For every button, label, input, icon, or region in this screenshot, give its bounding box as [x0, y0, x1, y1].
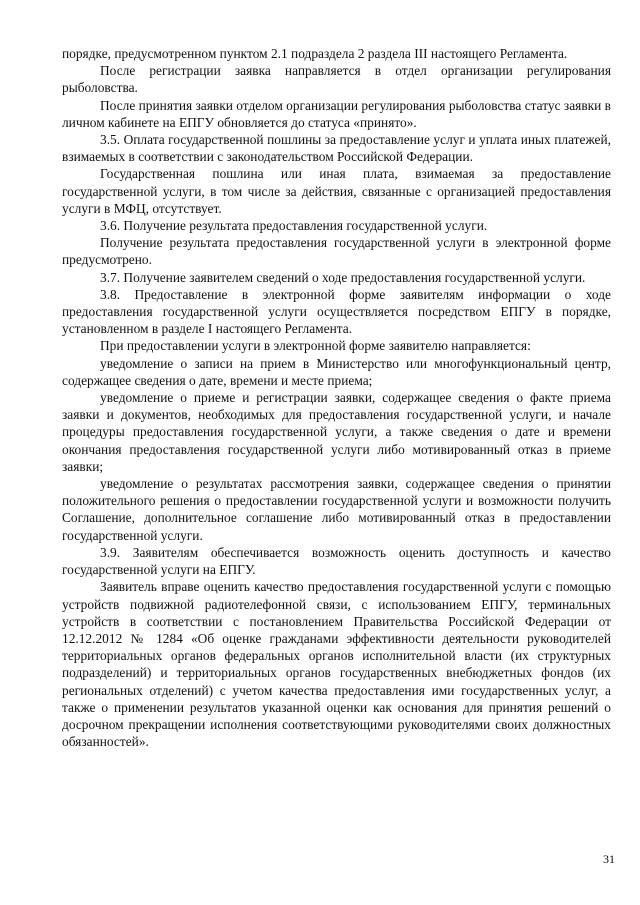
paragraph-5: Государственная пошлина или иная плата, взимаемая за предоставление государственной услуги, в том числе за действия, связанные с организацией предоставления услуги в МФЦ, отсутствует.: [62, 166, 611, 216]
paragraph-12: уведомление о приеме и регистрации заявки, содержащее сведения о факте приема заявки и документов, необходимых для предоставления государственной услуги, и начале процедуры предоставления государственной услуги, а также сведения о дате и времени окончания предоставления государственной услуги либо мотивированный отказ в приеме заявки;: [62, 390, 611, 474]
paragraph-2: После регистрации заявка направляется в отдел организации регулирования рыболовства.: [62, 63, 611, 96]
paragraph-7: Получение результата предоставления государственной услуги в электронной форме предусмотрено.: [62, 235, 611, 268]
paragraph-3: После принятия заявки отделом организации регулирования рыболовства статус заявки в личном кабинете на ЕПГУ обновляется до статуса «принято».: [62, 97, 611, 130]
paragraph-8: 3.7. Получение заявителем сведений о ходе предоставления государственной услуги.: [100, 269, 586, 285]
paragraph-10: При предоставлении услуги в электронной форме заявителю направляется:: [100, 338, 531, 354]
paragraph-15: Заявитель вправе оценить качество предоставления государственной услуги с помощью устройств подвижной радиотелефонной связи, с использованием ЕПГУ, терминальных устройств в соответствии с постановлением Правительства Российской Федерации от 12.12.2012 № 1284 «Об оценке гражданами эффективности деятельности руководителей территориальных органов федеральных органов исполнительной власти (их структурных подразделений) и территориальных органов государственных внебюджетных фондов (их региональных отделений) с учетом качества предоставления ими государственных услуг, а также о применении результатов указанной оценки как основания для принятия решений о досрочном прекращении исполнения соответствующими руководителями своих должностных обязанностей».: [62, 579, 611, 750]
paragraph-13: уведомление о результатах рассмотрения заявки, содержащее сведения о принятии положительного решения о предоставлении государственной услуги и возможности получить Соглашение, дополнительное соглашение либо мотивированный отказ в предоставлении государственной услуги.: [62, 476, 611, 543]
paragraph-14: 3.9. Заявителям обеспечивается возможность оценить доступность и качество государственной услуги на ЕПГУ.: [62, 544, 611, 578]
paragraph-9: 3.8. Предоставление в электронной форме заявителям информации о ходе предоставления государственной услуги осуществляется посредством ЕПГУ в порядке, установленном в разделе I настоящего Регламента.: [62, 286, 611, 337]
document-page: [62, 45, 611, 750]
paragraph-4: 3.5. Оплата государственной пошлины за предоставление услуг и уплата иных платежей, взимаемых в соответствии с законодательством Российской Федерации.: [62, 132, 611, 165]
paragraph-1: порядке, предусмотренном пунктом 2.1 подраздела 2 раздела III настоящего Регламента.: [62, 46, 568, 61]
paragraph-6: 3.6. Получение результата предоставления государственной услуги.: [100, 218, 488, 234]
paragraph-11: уведомление о записи на прием в Министерство или многофункциональный центр, содержащее сведения о дате, времени и месте приема;: [62, 355, 611, 388]
page-number: 31: [603, 852, 615, 866]
